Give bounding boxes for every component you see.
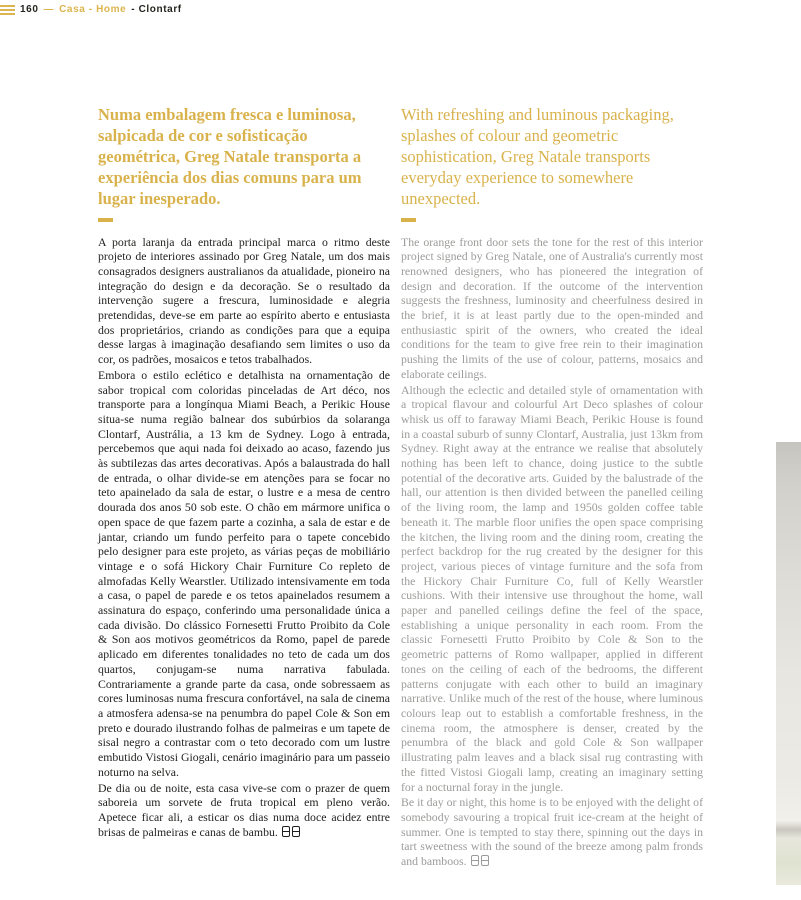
headline-english: With refreshing and luminous packaging, splashes of colour and geometric sophistication, Greg Natale transports everyday experience to somewhere unexpected. [401,105,674,208]
breadcrumb-section: Casa - Home [59,4,127,15]
column-portuguese [98,104,390,871]
paragraph: Although the eclectic and detailed style of ornamentation with a tropical flavour and colourful Art Deco splashes of colour whisk us off to faraway Miami Beach, Perikic House is found in a coastal suburb of sunny Clontarf, Australia, just 13km from Sydney. Right away at the entrance we realise that absolutely nothing has been left to chance, doing justice to the subtle potential of the decorative arts. Guided by the balustrade of the hall, our attention is then divided between the panelled ceiling of the living room, the lamp and 1950s golden coffee table beneath it. The marble floor unifies the open space comprising the kitchen, the living room and the dining room, creating the perfect backdrop for the rug created by the designer for this project, various pieces of vintage furniture and the sofa from the Hickory Chair Furniture Co, full of Kelly Wearstler cushions. With their intensive use throughout the home, wall paper and panelled ceilings define the feel of the space, establishing a unique personality in each room. From the classic Fornesetti Frutto Proibito by Cole & Son to the geometric patterns of Romo wallpaper, applied in different tones on the ceiling of each of the bedrooms, the different patterns conjugate with each other to build an imaginary narrative. Unlike much of the rest of the house, where luminous colours leap out to establish a comfortable freshness, in the cinema room, the atmosphere is denser, created by the penumbra of the black and gold Cole & Son wallpaper illustrating palm leaves and a black sisal rug contrasting with the fitted Vistosi Giogali lamp, creating an imaginary setting for a nocturnal foray in the jungle. [401,382,703,794]
adjacent-page-photo-edge [776,442,801,885]
article-body [98,104,703,871]
page-number: 160 [20,4,39,15]
body-text-portuguese [98,235,390,841]
page-header [0,4,182,15]
hamburger-menu-icon [0,5,15,15]
headline-rule-english [401,218,416,222]
column-english [401,104,703,871]
headline-rule-portuguese [98,218,113,222]
body-text-english [401,235,703,870]
end-of-article-icon [281,826,300,841]
breadcrumb-location: - Clontarf [131,4,182,15]
paragraph: A porta laranja da entrada principal marca o ritmo deste projeto de interiores assinado por Greg Natale, um dos mais consagrados designers australianos da atualidade, pioneiro na integração do design e da decoração. Se o resultado da intervenção sugere a frescura, luminosidade e alegria pretendidas, deve-se em parte ao espírito aberto e entusiasta dos proprietários, criando as condições para que a equipa desse largas à imaginação desafiando sem limites o uso da cor, os padrões, mosaicos e tetos trabalhados. [98,234,390,367]
paragraph: The orange front door sets the tone for the rest of this interior project signed by Greg Natale, one of Australia's currently most renowned designers, who has pioneered the integration of design and decoration. If the outcome of the intervention suggests the freshness, luminosity and cheerfulness desired in the brief, it is at least partly due to the open-minded and enthusiastic spirit of the owners, who created the ideal conditions for the team to give free rein to their imagination pushing the limits of the use of colour, patterns, mosaics and elaborate ceilings. [401,234,703,381]
headline-portuguese: Numa embalagem fresca e luminosa, salpicada de cor e sofisticação geométrica, Greg Natale transporta a experiência dos dias comuns para um lugar inesperado. [98,105,362,208]
end-of-article-icon [470,855,489,870]
paragraph: Be it day or night, this home is to be enjoyed with the delight of somebody savouring a tropical fruit ice-cream at the height of summer. One is tempted to stay there, spinning out the days in tart sweetness with the sound of the breeze among palm fronds and bamboos. [401,795,703,869]
paragraph: De dia ou de noite, esta casa vive-se com o prazer de quem saboreia um sorvete de fruta tropical em pleno verão. Apetece ficar ali, a esticar os dias numa doce acidez entre brisas de palmeiras e canas de bambu. [98,780,390,839]
header-separator: — [43,4,55,15]
paragraph: Embora o estilo eclético e detalhista na ornamentação de sabor tropical com coloridas pinceladas de Art déco, nos transporte para a longínqua Miami Beach, a Perikic House situa-se numa região balnear dos subúrbios da solaranga Clontarf, Austrália, a 13 km de Sydney. Logo à entrada, percebemos que aqui nada foi deixado ao acaso, fazendo jus às subtilezas das artes decorativas. Após a balaustrada do hall de entrada, o olhar divide-se em atenções para se focar no teto apainelado da sala de estar, o lustre e a mesa de centro dourada dos anos 50 sob este. O chão em mármore unifica o open space de que fazem parte a cozinha, a sala de estar e de jantar, criando um fundo perfeito para o tapete concebido pelo designer para este projeto, as várias peças de mobiliário vintage e o sofá Hickory Chair Furniture Co repleto de almofadas Kelly Wearstler. Utilizado intensivamente em toda a casa, o papel de parede e os tetos apainelados resumem a assinatura do espaço, conferindo uma personalidade única a cada divisão. Do clássico Fornesetti Frutto Proibito da Cole & Son aos motivos geométricos da Romo, papel de parede aplicado em diferentes tonalidades no teto de cada um dos quartos, conjugam-se numa narrativa fabulada. Contrariamente a grande parte da casa, onde sobressaem as cores luminosas numa frescura confortável, na sala de cinema a atmosfera adensa-se na penumbra do papel Cole & Son em preto e dourado ilustrando folhas de palmeiras e um tapete de sisal negro a contrastar com o teto decorado com um lustre embutido Vistosi Giogali, cenário imaginário para um passeio noturno na selva. [98,367,390,779]
